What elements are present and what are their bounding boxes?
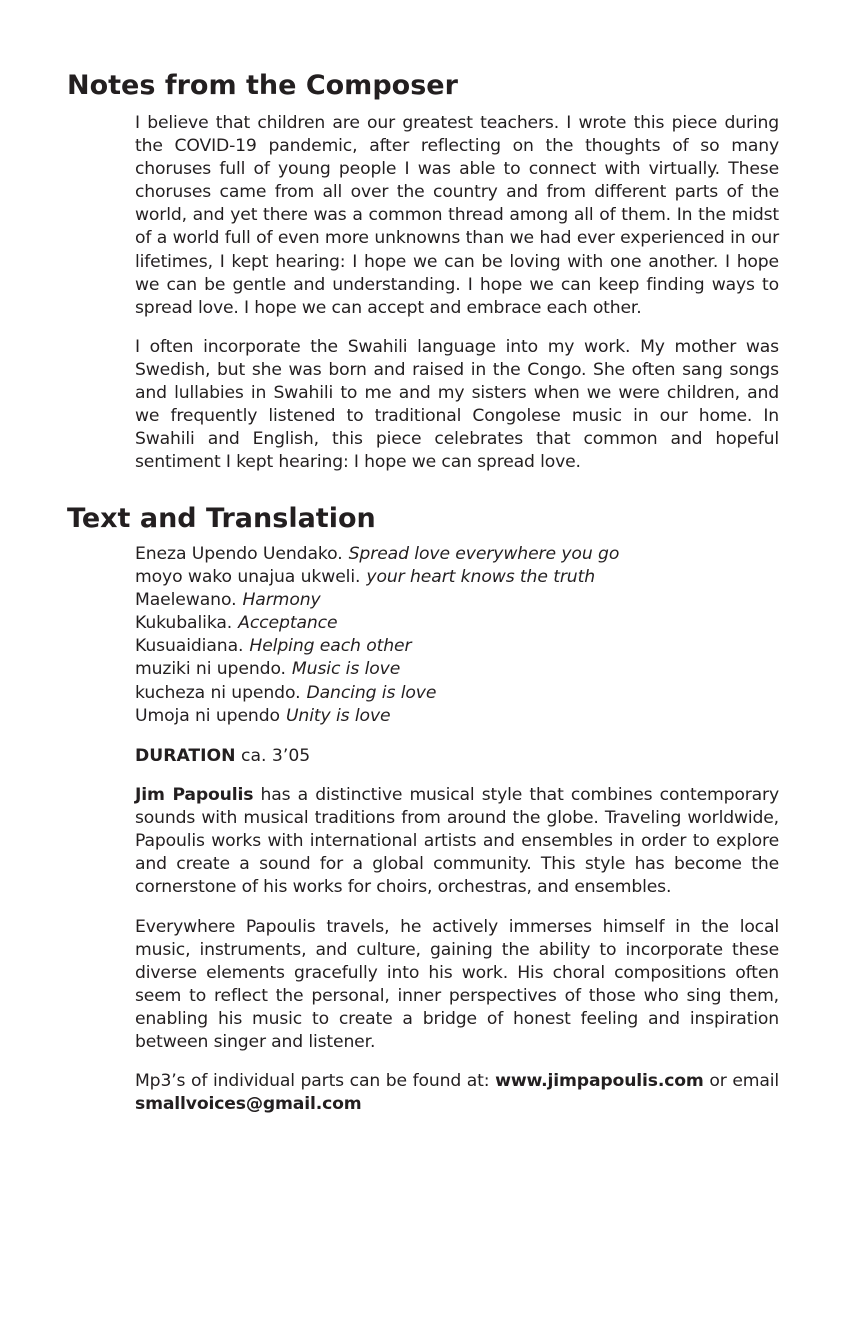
translation-line xyxy=(135,635,779,658)
translation-line xyxy=(135,658,779,681)
notes-paragraph-1: I believe that children are our greatest teachers. I wrote this piece during the COVID-19 pandemic, after reflecting on the thoughts of so many choruses full of young people I was able to connect with virtually. These choruses came from all over the country and from different parts of the world, and yet there was a common thread among all of them. In the midst of a world full of even more unknowns than we had ever experienced in our lifetimes, I kept hearing: I hope we can be loving with one another. I hope we can be gentle and understanding. I hope we can keep finding ways to spread love. I hope we can accept and embrace each other. xyxy=(135,113,779,318)
notes-paragraph-2: I often incorporate the Swahili language into my work. My mother was Swedish, but she was born and raised in the Congo. She often sang songs and lullabies in Swahili to me and my sisters when we were children, and we frequently listened to traditional Congolese music in our home. In Swahili and English, this piece celebrates that common and hopeful sentiment I kept hearing: I hope we can spread love. xyxy=(135,337,779,473)
swahili-text: Kukubalika. xyxy=(135,613,233,634)
bio-paragraph-2-block xyxy=(135,916,779,1055)
or-email-text: or email xyxy=(709,1071,779,1091)
swahili-text: Kusuaidiana. xyxy=(135,636,244,657)
bio-paragraph-2: Everywhere Papoulis travels, he actively immerses himself in the local music, instruments, and culture, gaining the ability to incorporate these diverse elements gracefully into his work. His choral compositions often seem to reflect the personal, inner perspectives of those who sing them, enabling his music to create a bridge of honest feeling and inspiration between singer and listener. xyxy=(135,917,779,1053)
english-translation: Unity is love xyxy=(285,705,391,726)
english-translation: Dancing is love xyxy=(306,682,437,703)
english-translation: Spread love everywhere you go xyxy=(348,544,620,564)
translation-list xyxy=(135,543,779,728)
english-translation: Acceptance xyxy=(238,613,338,634)
english-translation: Music is love xyxy=(291,659,401,680)
mp3-text: Mp3’s of individual parts can be found at: xyxy=(135,1071,490,1091)
translation-line xyxy=(135,566,779,589)
duration-label: DURATION xyxy=(135,746,236,766)
bio-paragraph-1 xyxy=(135,784,779,899)
translation-line xyxy=(135,682,779,705)
bio-paragraph-1-text: has a distinctive musical style that combines contemporary sounds with musical traditions from around the globe. Traveling worldwide, Papoulis works with international artists and ensembles in order to explore and create a sound for a global community. This style has become the cornerstone of his works for choirs, orchestras, and ensembles. xyxy=(135,785,779,898)
english-translation: Helping each other xyxy=(249,636,412,657)
text-translation-heading: Text and Translation xyxy=(67,503,376,534)
english-translation: Harmony xyxy=(242,590,321,611)
notes-paragraph-2-block xyxy=(135,336,779,475)
translation-line xyxy=(135,705,779,728)
duration-value: ca. 3’05 xyxy=(241,746,311,766)
composer-name: Jim Papoulis xyxy=(135,785,254,805)
mp3-info-block xyxy=(135,1070,779,1116)
email-link[interactable]: smallvoices@gmail.com xyxy=(135,1094,362,1115)
english-translation: your heart knows the truth xyxy=(366,567,596,588)
mp3-info xyxy=(135,1070,779,1116)
translation-line xyxy=(135,543,779,566)
swahili-text: kucheza ni upendo. xyxy=(135,682,301,703)
swahili-text: Maelewano. xyxy=(135,590,237,611)
translation-line xyxy=(135,612,779,635)
swahili-text: Umoja ni upendo xyxy=(135,705,280,726)
swahili-text: moyo wako unajua ukweli. xyxy=(135,567,361,588)
notes-heading: Notes from the Composer xyxy=(67,70,458,101)
website-link[interactable]: www.jimpapoulis.com xyxy=(495,1071,704,1091)
duration-line xyxy=(135,745,779,768)
bio-paragraph-1-block xyxy=(135,784,779,899)
swahili-text: Eneza Upendo Uendako. xyxy=(135,544,343,564)
swahili-text: muziki ni upendo. xyxy=(135,659,286,680)
translation-line xyxy=(135,589,779,612)
notes-paragraph-1-block xyxy=(135,112,779,320)
